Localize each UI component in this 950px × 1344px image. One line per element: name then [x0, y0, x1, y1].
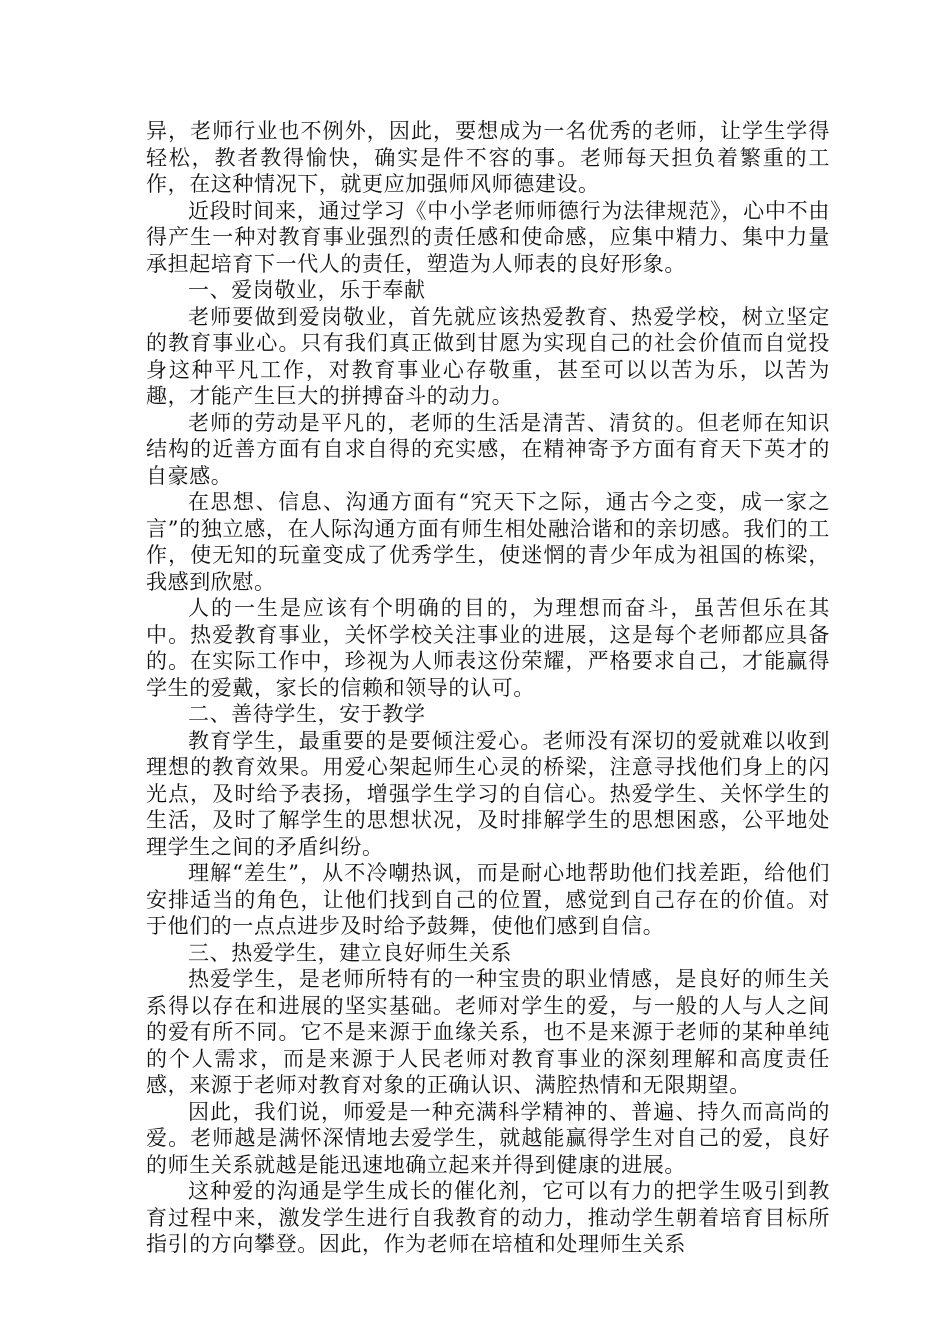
paragraph-3: 老师要做到爱岗敬业，首先就应该热爱教育、热爱学校，树立坚定的教育事业心。只有我们真正做到甘愿为实现自己的社会价值而自觉投身这种平凡工作，对教育事业心存敬重，甚至可以以苦为乐，以苦为趣，才能产生巨大的拼搏奋斗的动力。 [146, 304, 830, 408]
section-heading-3: 三、热爱学生，建立良好师生关系 [188, 940, 512, 965]
document-page [146, 118, 830, 1258]
section-heading-1: 一、爱岗敬业，乐于奉献 [188, 278, 426, 302]
paragraph-7: 教育学生，最重要的是要倾注爱心。老师没有深切的爱就难以收到理想的教育效果。用爱心架起师生心灵的桥梁，注意寻找他们身上的闪光点，及时给予表扬，增强学生学习的自信心。热爱学生、关怀学生的生活，及时了解学生的思想状况，及时排解学生的思想困惑，公平地处理学生之间的矛盾纠纷。 [146, 728, 830, 859]
paragraph-11: 这种爱的沟通是学生成长的催化剂，它可以有力的把学生吸引到教育过程中来，激发学生进行自我教育的动力，推动学生朝着培育目标所指引的方向攀登。因此，作为老师在培植和处理师生关系 [146, 1179, 830, 1256]
paragraph-4: 老师的劳动是平凡的，老师的生活是清苦、清贫的。但老师在知识结构的近善方面有自求自得的充实感，在精神寄予方面有育天下英才的自豪感。 [146, 410, 830, 488]
paragraph-5: 在思想、信息、沟通方面有“究天下之际，通古今之变，成一家之言”的独立感，在人际沟通方面有师生相处融洽谐和的亲切感。我们的工作，使无知的玩童变成了优秀学生，使迷惘的青少年成为祖国的栋梁，我感到欣慰。 [146, 490, 830, 594]
section-heading-2: 二、善待学生，安于教学 [188, 702, 426, 726]
paragraph-8: 理解“差生”，从不冷嘲热讽，而是耐心地帮助他们找差距，给他们安排适当的角色，让他们找到自己的位置，感觉到自己存在的价值。对于他们的一点点进步及时给予鼓舞，使他们感到自信。 [146, 861, 830, 938]
paragraph-6: 人的一生是应该有个明确的目的，为理想而奋斗，虽苦但乐在其中。热爱教育事业，关怀学校关注事业的进展，这是每个老师都应具备的。在实际工作中，珍视为人师表这份荣耀，严格要求自己，才能赢得学生的爱戴，家长的信赖和领导的认可。 [146, 596, 830, 700]
paragraph-2: 近段时间来，通过学习《中小学老师师德行为法律规范》，心中不由得产生一种对教育事业强烈的责任感和使命感，应集中精力、集中力量承担起培育下一代人的责任，塑造为人师表的良好形象。 [146, 198, 830, 276]
paragraph-1: 异，老师行业也不例外，因此，要想成为一名优秀的老师，让学生学得轻松，教者教得愉快，确实是件不容的事。老师每天担负着繁重的工作，在这种情况下，就更应加强师风师德建设。 [146, 119, 830, 196]
paragraph-10: 因此，我们说，师爱是一种充满科学精神的、普遍、持久而高尚的爱。老师越是满怀深情地去爱学生，就越能赢得学生对自己的爱，良好的师生关系就越是能迅速地确立起来并得到健康的进展。 [146, 1099, 830, 1177]
paragraph-9: 热爱学生，是老师所特有的一种宝贵的职业情感，是良好的师生关系得以存在和进展的坚实基础。老师对学生的爱，与一般的人与人之间的爱有所不同。它不是来源于血缘关系，也不是来源于老师的某种单纯的个人需求，而是来源于人民老师对教育事业的深刻理解和高度责任感，来源于老师对教育对象的正确认识、满腔热情和无限期望。 [146, 967, 830, 1097]
